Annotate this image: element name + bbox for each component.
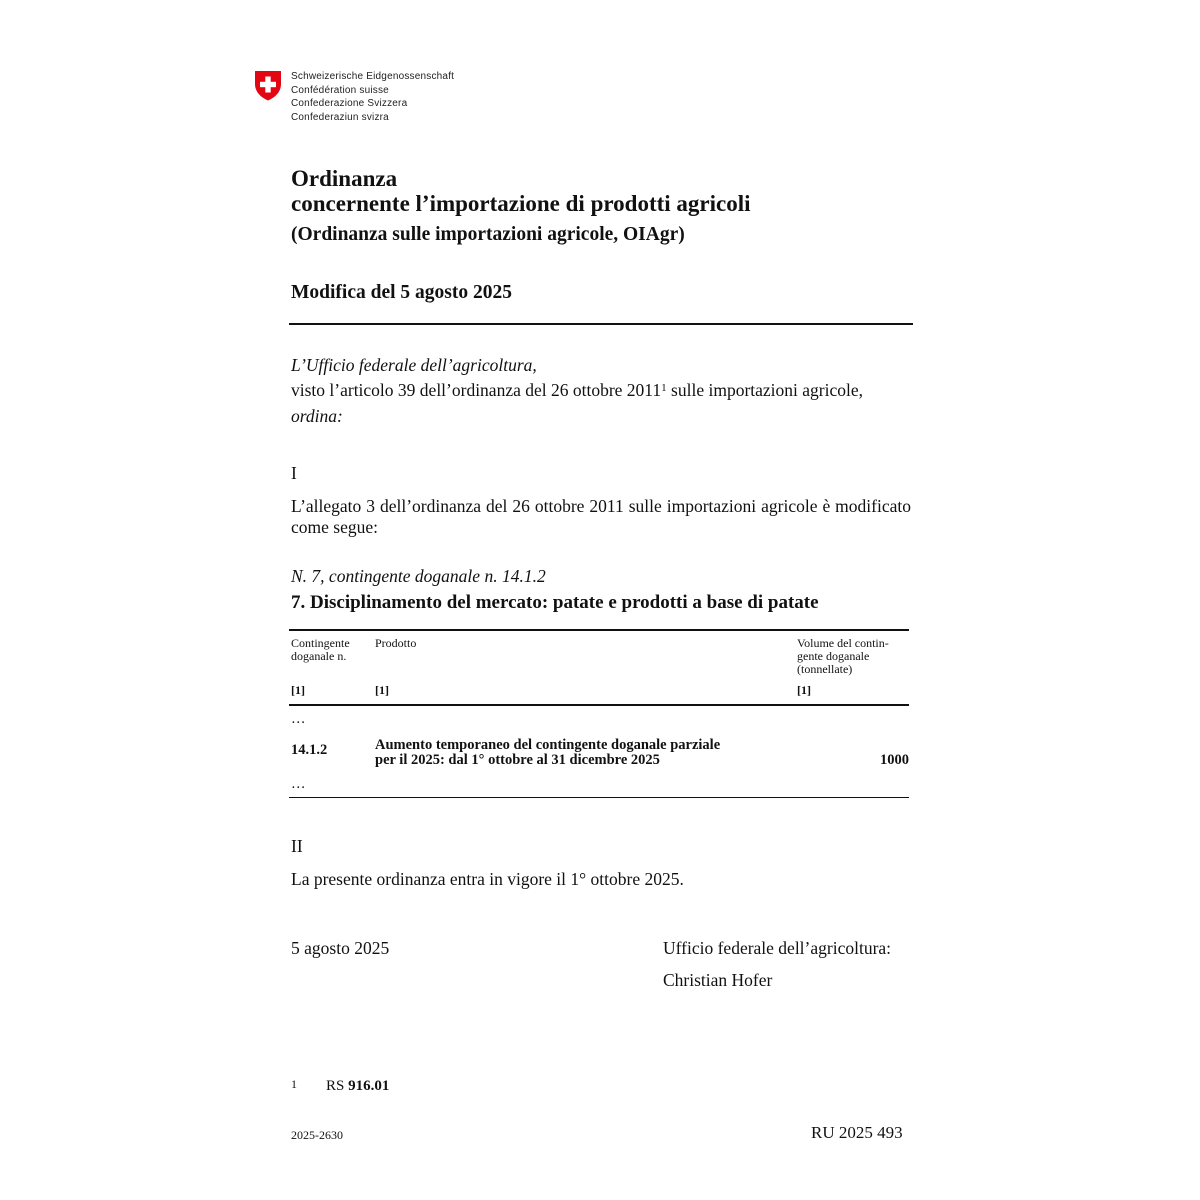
table-ellipsis: … [291, 776, 306, 792]
column-marker: [1] [797, 683, 811, 697]
column-header-line: gente doganale [797, 649, 870, 663]
signature-date: 5 agosto 2025 [291, 938, 390, 958]
column-marker: [1] [291, 683, 305, 697]
signatory-name: Christian Hofer [663, 970, 773, 990]
footnote-prefix: RS [326, 1078, 349, 1094]
official-compilation-ref: RU 2025 493 [811, 1123, 903, 1142]
legal-basis-text: visto l’articolo 39 dell’ordinanza del 26 ottobre 2011 [291, 380, 662, 400]
column-header-line: Volume del contin- [797, 636, 889, 650]
footnote-number: 1 [291, 1077, 297, 1091]
table-row-volume: 1000 [880, 752, 909, 768]
legal-basis-text-end: sulle importazioni agricole, [666, 380, 863, 400]
product-line: per il 2025: dal 1° ottobre al 31 dicembre 2025 [375, 752, 660, 768]
column-header-volume [797, 637, 889, 676]
table-row-product [375, 738, 720, 768]
preamble-orders: ordina: [291, 406, 343, 426]
section-II-text: La presente ordinanza entra in vigore il 1° ottobre 2025. [291, 869, 684, 889]
column-marker: [1] [375, 683, 389, 697]
column-header-product: Prodotto [375, 636, 417, 650]
column-header-customs-quota [291, 637, 350, 663]
annex-section-heading: 7. Disciplinamento del mercato: patate e prodotti a base di patate [291, 592, 819, 613]
document-short-title: (Ordinanza sulle importazioni agricole, OIAgr) [291, 224, 685, 245]
table-header-rule [289, 704, 909, 706]
document-title-line2: concernente l’importazione di prodotti agricoli [291, 191, 751, 216]
column-header-line: Contingente [291, 636, 350, 650]
confederation-name-it: Confederazione Svizzera [291, 98, 408, 110]
section-number-II: II [291, 836, 303, 856]
swiss-coat-of-arms-icon [254, 70, 282, 101]
confederation-names [291, 70, 454, 124]
footnote-reference[interactable]: 1 [661, 382, 667, 394]
annex-reference: N. 7, contingente doganale n. 14.1.2 [291, 566, 546, 586]
document-title-line1: Ordinanza [291, 166, 398, 191]
signature-office: Ufficio federale dell’agricoltura: [663, 938, 892, 958]
column-header-line: doganale n. [291, 649, 347, 663]
column-header-line: (tonnellate) [797, 662, 853, 676]
amendment-date-heading: Modifica del 5 agosto 2025 [291, 282, 512, 303]
section-I-text: L’allegato 3 dell’ordinanza del 26 ottobre 2011 sulle importazioni agricole è modificato come segue: [291, 496, 911, 537]
footnote-ref-link[interactable]: 916.01 [348, 1078, 390, 1094]
preamble-legal-basis [291, 378, 863, 402]
product-line: Aumento temporaneo del contingente doganale parziale [375, 737, 721, 753]
title-divider [289, 323, 913, 325]
section-number-I: I [291, 463, 297, 483]
footnote-text [326, 1078, 389, 1095]
table-bottom-rule [289, 797, 909, 798]
document-number: 2025-2630 [291, 1128, 343, 1142]
table-top-rule [289, 629, 909, 631]
confederation-name-de: Schweizerische Eidgenossenschaft [291, 71, 455, 82]
table-row-quota-number: 14.1.2 [291, 742, 328, 758]
preamble-authority: L’Ufficio federale dell’agricoltura, [291, 355, 537, 375]
confederation-name-rm: Confederaziun svizra [291, 111, 389, 123]
table-ellipsis: … [291, 711, 306, 727]
confederation-name-fr: Confédération suisse [291, 84, 389, 96]
